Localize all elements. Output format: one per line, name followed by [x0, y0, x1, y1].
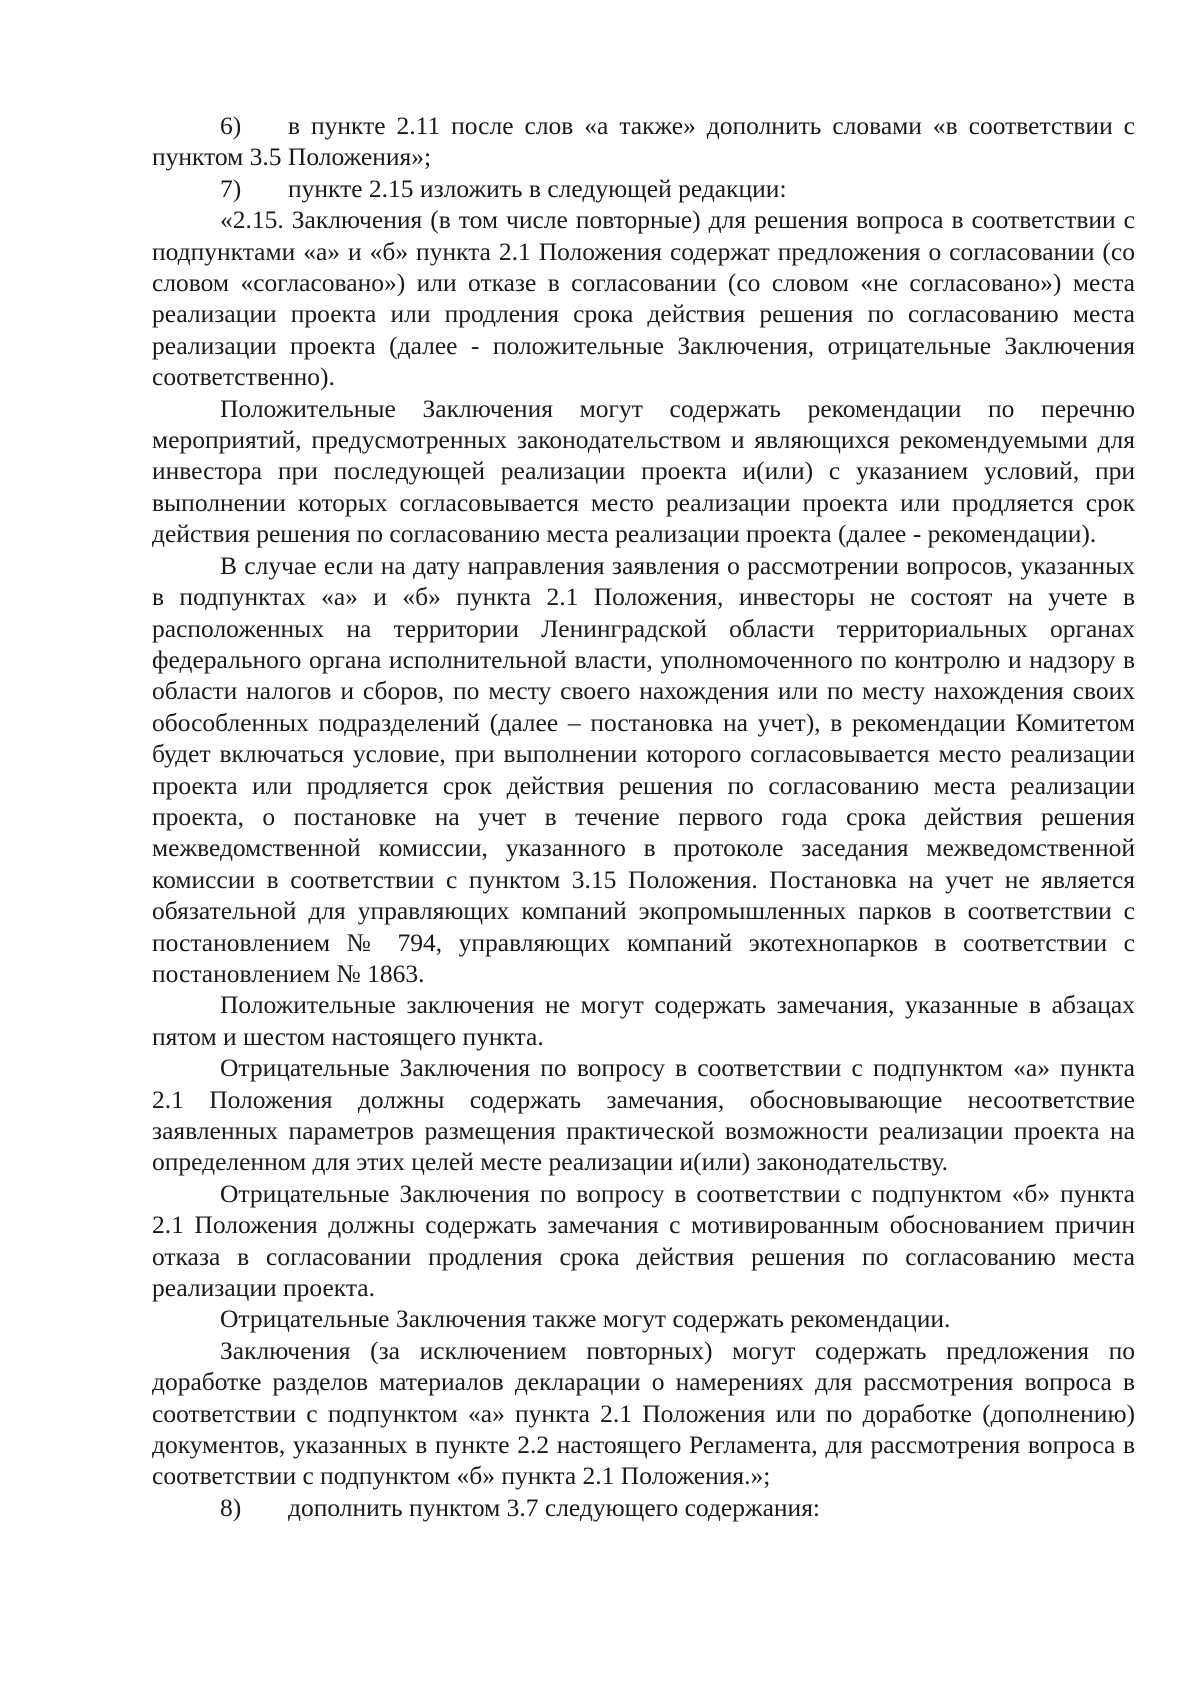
paragraph: Отрицательные Заключения также могут содержать рекомендации.: [220, 1304, 951, 1334]
paragraph: Положительные заключения не могут содержать замечания, указанные в абзацах пятом и шестом настоящего пункта.: [152, 990, 1135, 1051]
paragraph: В случае если на дату направления заявления о рассмотрении вопросов, указанных в подпунктах «а» и «б» пункта 2.1 Положения, инвесторы не состоят на учете в расположенных на территории Ленинградской области территориальных органах федерального органа исполнительной власти, уполномоченного по контролю и надзору в области налогов и сборов, по месту своего нахождения или по месту нахождения своих обособленных подразделений (далее – постановка на учет), в рекомендации Комитетом будет включаться условие, при выполнении которого согласовывается место реализации проекта или продляется срок действия решения по согласованию места реализации проекта, о постановке на учет в течение первого года срока действия решения межведомственной комиссии, указанного в протоколе заседания межведомственной комиссии в соответствии с пунктом 3.15 Положения. Постановка на учет не является обязательной для управляющих компаний экопромышленных парков в соответствии с постановлением № 794, управляющих компаний экотехнопарков в соответствии с постановлением № 1863.: [152, 550, 1135, 988]
item-number: 8): [220, 1492, 242, 1522]
item-number: 7): [220, 173, 242, 203]
paragraph: Положительные Заключения могут содержать рекомендации по перечню мероприятий, предусмотренных законодательством и являющихся рекомендуемыми для инвестора при последующей реализации проекта и(или) с указанием условий, при выполнении которых согласовывается место реализации проекта или продляется срок действия решения по согласованию места реализации проекта (далее - рекомендации).: [152, 393, 1135, 549]
list-item-7: [152, 173, 1135, 204]
document-body: [152, 110, 1135, 1523]
paragraph: Отрицательные Заключения по вопросу в соответствии с подпунктом «б» пункта 2.1 Положения должны содержать замечания с мотивированным обоснованием причин отказа в согласовании продления срока действия решения по согласованию места реализации проекта.: [152, 1178, 1135, 1303]
paragraph: Заключения (за исключением повторных) могут содержать предложения по доработке разделов материалов декларации о намерениях для рассмотрения вопроса в соответствии с подпунктом «а» пункта 2.1 Положения или по доработке (дополнению) документов, указанных в пункте 2.2 настоящего Регламента, для рассмотрения вопроса в соответствии с подпунктом «б» пункта 2.1 Положения.»;: [152, 1335, 1135, 1491]
item-text: в пункте 2.11 после слов «а также» дополнить словами «в соответствии с пунктом 3.5 Положения»;: [152, 111, 1135, 172]
item-text: дополнить пунктом 3.7 следующего содержания:: [288, 1492, 821, 1522]
item-text: пункте 2.15 изложить в следующей редакции:: [288, 173, 787, 203]
list-item-6: [152, 110, 1135, 173]
list-item-8: [152, 1492, 1135, 1523]
item-number: 6): [220, 111, 242, 140]
paragraph: «2.15. Заключения (в том числе повторные) для решения вопроса в соответствии с подпунктами «а» и «б» пункта 2.1 Положения содержат предложения о согласовании (со словом «согласовано») или отказе в согласовании (со словом «не согласовано») места реализации проекта или продления срока действия решения по согласованию места реализации проекта (далее - положительные Заключения, отрицательные Заключения соответственно).: [152, 205, 1135, 392]
paragraph: Отрицательные Заключения по вопросу в соответствии с подпунктом «а» пункта 2.1 Положения должны содержать замечания, обосновывающие несоответствие заявленных параметров размещения практической возможности реализации проекта на определенном для этих целей месте реализации и(или) законодательству.: [152, 1053, 1135, 1177]
